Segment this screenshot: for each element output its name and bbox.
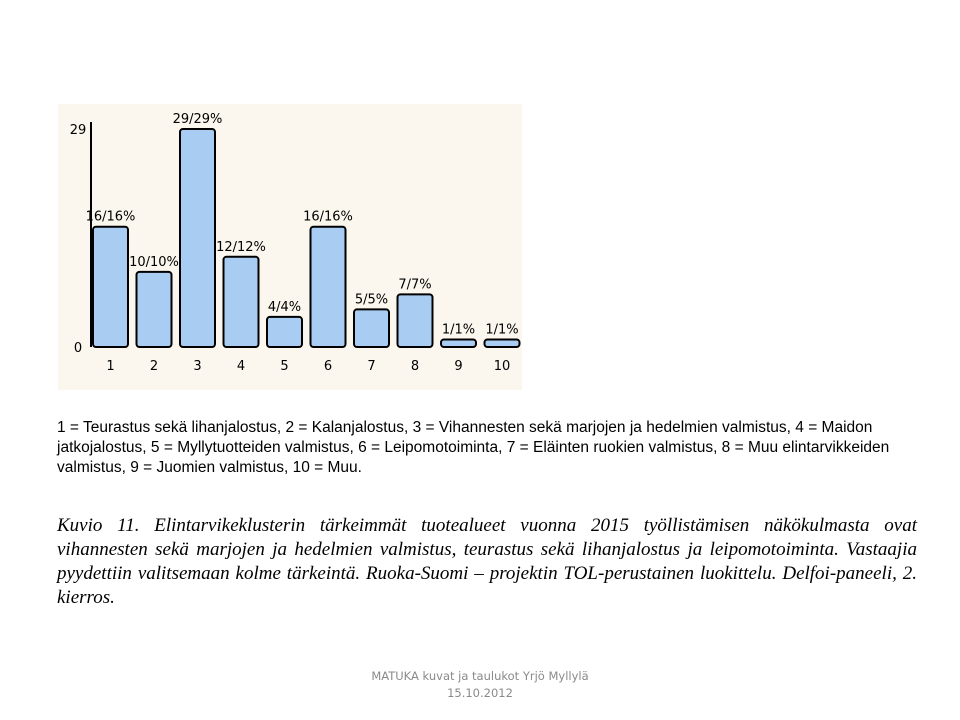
bar-6 (311, 227, 346, 347)
footer-line-1: MATUKA kuvat ja taulukot Yrjö Myllylä (371, 669, 589, 683)
slide-footer (300, 668, 660, 702)
bar-4 (224, 257, 259, 347)
bar-8 (398, 294, 433, 347)
footer-line-2: 15.10.2012 (447, 686, 513, 700)
bar-2 (137, 272, 172, 347)
x-tick-label: 10 (493, 359, 511, 374)
x-tick-label: 4 (236, 359, 246, 374)
data-label: 29/29% (172, 112, 223, 127)
bar-5 (267, 317, 302, 347)
data-label: 12/12% (216, 239, 266, 255)
data-label: 1/1% (485, 322, 519, 338)
data-label: 5/5% (354, 292, 389, 308)
category-legend: 1 = Teurastus sekä lihanjalostus, 2 = Kalanjalostus, 3 = Vihannesten sekä marjojen ja hedelmien valmistus, 4 = Maidon jatkojalostus, 5 = Myllytuotteiden valmistus, 6 = Leipomotoiminta, 7 = Eläinten ruokien valmistus, 8 = Muu elintarvikkeiden valmistus, 9 = Juomien valmistus, 10 = Muu. (57, 419, 890, 476)
bar-chart (58, 104, 522, 390)
data-label: 10/10% (129, 254, 179, 270)
x-tick-label: 9 (454, 359, 463, 374)
x-tick-label: 8 (410, 359, 420, 374)
x-tick-label: 2 (149, 359, 159, 374)
data-label: 7/7% (398, 277, 432, 293)
x-tick-label: 7 (367, 359, 376, 374)
data-label: 1/1% (441, 322, 476, 338)
data-label: 16/16% (85, 209, 136, 225)
data-label: 4/4% (267, 299, 302, 315)
bar-7 (354, 309, 389, 347)
x-tick-label: 3 (193, 359, 202, 374)
y-tick-label: 0 (73, 341, 83, 356)
x-tick-label: 6 (323, 359, 333, 374)
chart-canvas (58, 104, 522, 390)
bar-10 (485, 339, 520, 347)
x-tick-label: 1 (106, 359, 115, 374)
x-tick-label: 5 (280, 359, 289, 374)
bar-3 (180, 129, 215, 347)
figure-caption: Kuvio 11. Elintarvikeklusterin tärkeimmät tuotealueet vuonna 2015 työllistämisen näkökulmasta ovat vihannesten sekä marjojen ja hedelmien valmistus, teurastus sekä lihanjalostus ja leipomotoiminta. Vastaajia pyydettiin valitsemaan kolme tärkeintä. Ruoka-Suomi – projektin TOL-perustainen luokittelu. Delfoi-paneeli, 2. kierros. (57, 515, 917, 608)
data-label: 16/16% (303, 209, 353, 225)
y-tick-label: 29 (69, 123, 87, 138)
bar-9 (441, 339, 476, 347)
bar-1 (93, 227, 128, 347)
